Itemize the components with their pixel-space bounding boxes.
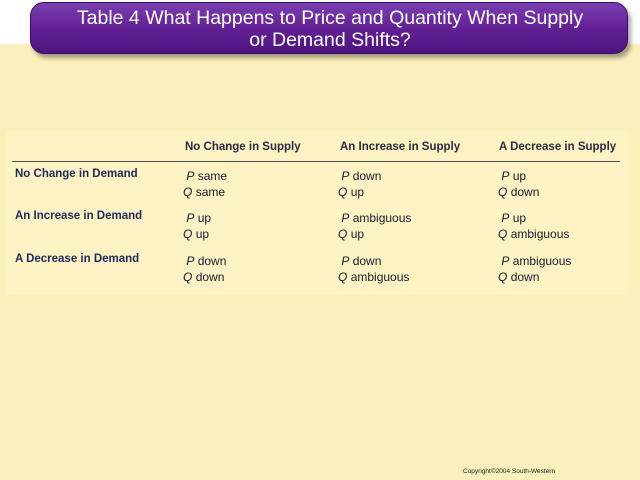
page-title [30,7,630,51]
table-cell: P ambiguous Q up [338,211,412,241]
row-label-no-change-demand: No Change in Demand [15,168,138,180]
table-cell: P down Q ambiguous [338,254,410,284]
column-header-increase-supply: An Increase in Supply [340,141,461,153]
table-cell: P up Q ambiguous [498,211,570,241]
table-cell: P down Q down [183,254,227,284]
copyright-notice: Copyright©2004 South-Western [463,468,556,475]
table-cell: P same Q same [183,169,228,199]
table-cell: P down Q up [338,169,382,199]
row-label-increase-demand: An Increase in Demand [15,210,143,222]
column-header-no-change-supply: No Change in Supply [185,141,301,153]
column-header-decrease-supply: A Decrease in Supply [499,141,617,153]
header-divider [12,161,620,162]
table-cell: P up Q down [498,169,540,199]
row-label-decrease-demand: A Decrease in Demand [15,253,140,265]
table-cell: P up Q up [183,211,212,241]
title-line-2: or Demand Shifts? [249,29,411,51]
title-line-1: Table 4 What Happens to Price and Quantity When Supply [76,7,584,29]
table-cell: P ambiguous Q down [498,254,572,284]
